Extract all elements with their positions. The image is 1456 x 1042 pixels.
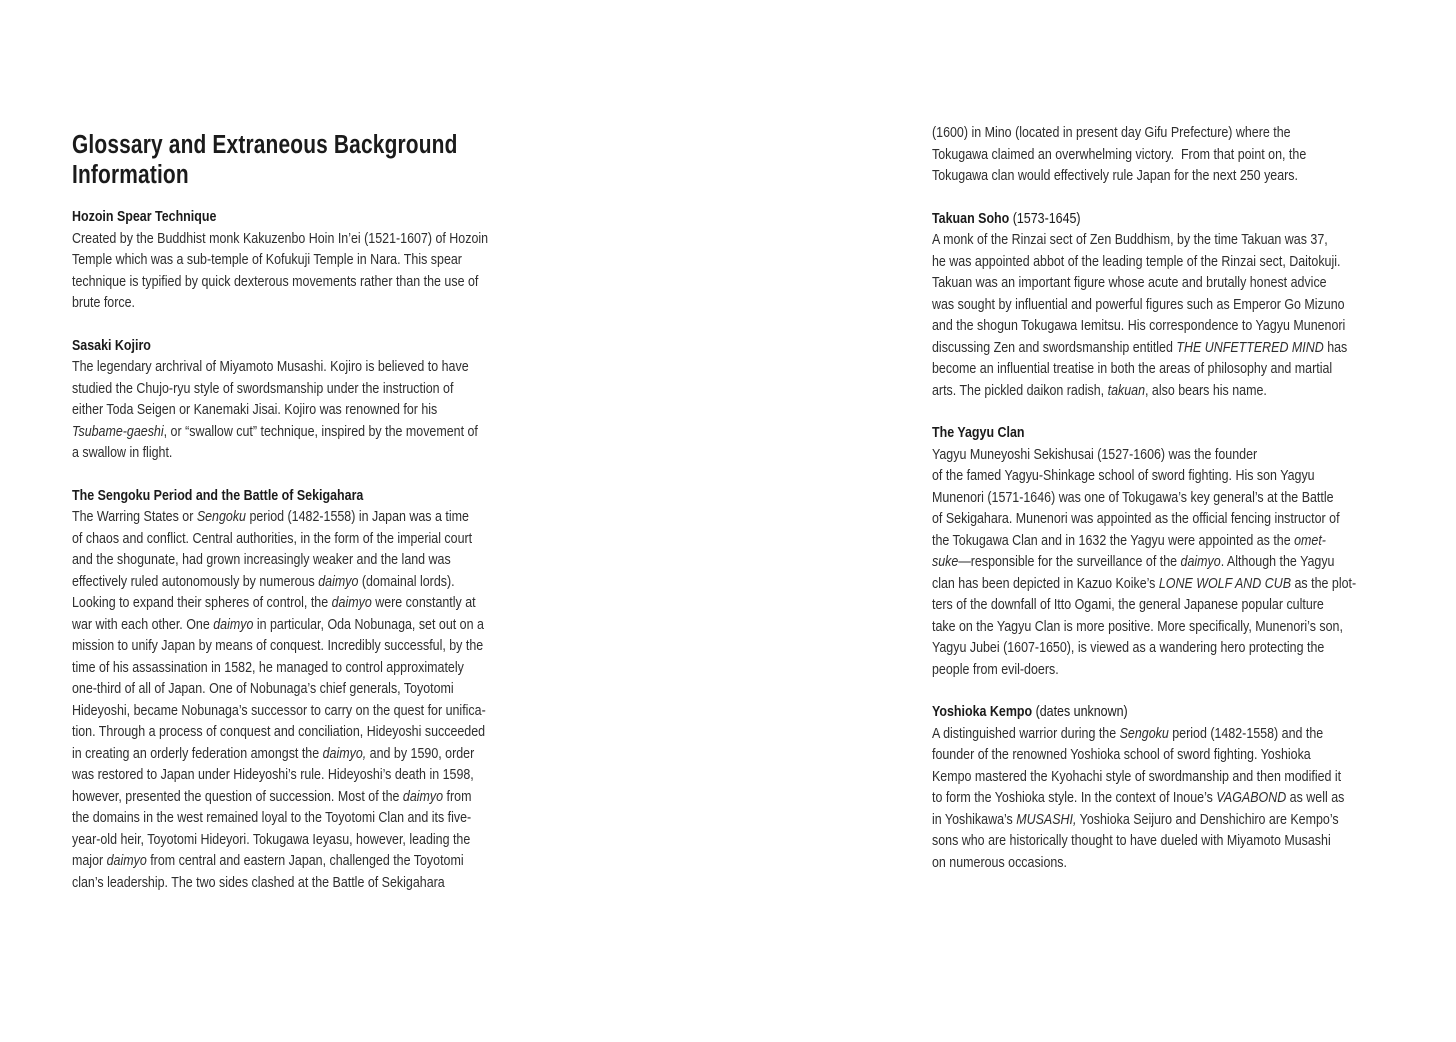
text-segment: Takuan Soho (932, 209, 1010, 227)
text-segment: as well as (1286, 789, 1345, 806)
text-segment: The Yagyu Clan (932, 424, 1025, 441)
entry-paragraph (932, 229, 1399, 401)
right-page (932, 122, 1399, 873)
text-segment: Yagyu Muneyoshi Sekishusai (1527-1606) was the founder (932, 445, 1258, 463)
text-line (932, 766, 1399, 788)
text-segment: Created by the Buddhist monk Kakuzenbo Hoin In’ei (1521-1607) of Hozoin (72, 229, 489, 247)
text-line (72, 271, 531, 293)
text-segment: a swallow in flight. (72, 444, 173, 461)
text-segment: period (1482-1558) in Japan was a time (245, 508, 469, 525)
text-segment: . Although the Yagyu (1220, 553, 1335, 570)
text-segment: in Yoshikawa’s (932, 810, 1017, 828)
text-segment: the Tokugawa Clan and in 1632 the Yagyu were appointed as the (932, 531, 1295, 549)
text-segment: clan’s leadership. The two sides clashed at the Battle of Sekigahara (72, 873, 445, 891)
text-segment: however, presented the question of succession. Most of the (72, 787, 403, 805)
text-segment: Kempo mastered the Kyohachi style of swordmanship and then modified it (932, 767, 1342, 785)
text-segment: studied the Chujo-ryu style of swordsmanship under the instruction of (72, 379, 454, 397)
text-segment: as the plot- (1291, 574, 1357, 592)
text-segment: , also bears his name. (1145, 381, 1267, 399)
text-line (932, 444, 1399, 466)
entry-heading (932, 208, 1399, 230)
text-line (932, 272, 1399, 294)
text-segment: become an influential treatise in both the areas of philosophy and martial (932, 360, 1333, 377)
text-line (72, 571, 531, 593)
text-segment: , or “swallow cut” technique, inspired by the movement of (163, 422, 478, 440)
text-segment: (1573-1645) (1009, 209, 1081, 227)
text-segment: technique is typified by quick dexterous movements rather than the use of (72, 272, 479, 290)
glossary-entry (932, 122, 1399, 187)
text-segment: daimyo (318, 572, 359, 590)
right-page-entries (932, 122, 1399, 873)
text-segment: one-third of all of Japan. One of Nobunaga’s chief generals, Toyotomi (72, 680, 454, 697)
entry-paragraph (72, 506, 531, 893)
text-line (72, 592, 531, 614)
glossary-entry (932, 208, 1399, 402)
text-segment: time of his assassination in 1582, he managed to control approximately (72, 658, 464, 676)
page-title (72, 130, 531, 190)
text-segment: Sengoku (1119, 724, 1169, 742)
text-segment: in particular, Oda Nobunaga, set out on a (253, 615, 484, 633)
text-line (72, 872, 531, 894)
text-line (932, 122, 1399, 144)
text-segment: Yagyu Jubei (1607-1650), is viewed as a wandering hero protecting the (932, 639, 1325, 656)
text-line (932, 487, 1399, 509)
text-segment: Sengoku (196, 508, 246, 525)
text-segment: either Toda Seigen or Kanemaki Jisai. Kojiro was renowned for his (72, 401, 438, 418)
text-segment: arts. The pickled daikon radish, (932, 381, 1108, 399)
text-line (932, 744, 1399, 766)
text-segment: has (1323, 338, 1348, 356)
text-line (72, 356, 531, 378)
text-line (72, 614, 531, 636)
text-line (932, 723, 1399, 745)
text-segment: Looking to expand their spheres of control, the (72, 594, 332, 611)
text-segment: daimyo (213, 615, 254, 633)
text-line (932, 852, 1399, 874)
text-segment: Hozoin Spear Technique (72, 208, 217, 225)
entry-heading (72, 335, 531, 357)
text-segment: year-old heir, Toyotomi Hideyori. Tokugawa Ieyasu, however, leading the (72, 830, 471, 848)
text-segment: Takuan was an important figure whose acute and brutally honest advice (932, 274, 1327, 291)
text-segment: Tokugawa clan would effectively rule Japan for the next 250 years. (932, 167, 1298, 184)
text-line (932, 659, 1399, 681)
text-segment: Tokugawa claimed an overwhelming victory. From that point on, the (932, 145, 1307, 163)
text-segment: MUSASHI, (1016, 810, 1077, 828)
text-line (932, 594, 1399, 616)
text-line (72, 786, 531, 808)
text-segment: was sought by influential and powerful figures such as Emperor Go Mizuno (932, 295, 1345, 313)
entry-heading (72, 206, 531, 228)
text-line (72, 657, 531, 679)
text-segment: sons who are historically thought to have dueled with Miyamoto Musashi (932, 832, 1331, 849)
glossary-entry (932, 701, 1399, 873)
entry-heading (72, 485, 531, 507)
text-segment: LONE WOLF AND CUB (1158, 574, 1292, 592)
text-segment: were constantly at (371, 594, 476, 611)
text-line (932, 530, 1399, 552)
text-line (932, 465, 1399, 487)
text-segment: (dates unknown) (1032, 703, 1128, 720)
text-line (932, 551, 1399, 573)
text-segment: A monk of the Rinzai sect of Zen Buddhism, by the time Takuan was 37, (932, 231, 1328, 248)
text-segment: Tsubame-gaeshi (72, 422, 164, 440)
text-segment: takuan (1107, 381, 1146, 399)
text-segment: major (72, 852, 107, 869)
text-line (72, 678, 531, 700)
text-line (72, 721, 531, 743)
text-segment: in creating an orderly federation amongst the (72, 744, 323, 762)
text-segment: daimyo (1180, 553, 1221, 570)
entry-paragraph (932, 122, 1399, 187)
text-segment: THE UNFETTERED MIND (1176, 338, 1324, 356)
text-segment: The Warring States or (72, 508, 197, 525)
page-title-line-1: Glossary and Extraneous Background (72, 131, 458, 159)
text-line (72, 743, 531, 765)
text-segment: Hideyoshi, became Nobunaga’s successor to carry on the quest for unifica- (72, 701, 486, 719)
text-segment: omet- (1294, 531, 1326, 549)
text-line (72, 442, 531, 464)
text-line (932, 637, 1399, 659)
text-segment: clan has been depicted in Kazuo Koike’s (932, 574, 1159, 592)
text-segment: VAGABOND (1216, 789, 1287, 806)
text-segment: Yoshioka Seijuro and Denshichiro are Kempo’s (1076, 810, 1339, 828)
text-segment: Sasaki Kojiro (72, 336, 151, 354)
text-segment: war with each other. One (72, 615, 214, 633)
text-segment: suke (932, 553, 959, 570)
text-segment: The Sengoku Period and the Battle of Sekigahara (72, 486, 364, 504)
text-segment: of the famed Yagyu-Shinkage school of sword fighting. His son Yagyu (932, 467, 1315, 484)
text-segment: was restored to Japan under Hideyoshi’s rule. Hideyoshi’s death in 1598, (72, 766, 474, 783)
text-segment: Yoshioka Kempo (932, 703, 1033, 720)
text-line (932, 830, 1399, 852)
entry-heading (932, 422, 1399, 444)
text-line (72, 764, 531, 786)
text-line (72, 528, 531, 550)
text-line (72, 549, 531, 571)
entry-paragraph (72, 356, 531, 464)
glossary-entry (72, 485, 531, 894)
text-segment: to form the Yoshioka style. In the context of Inoue’s (932, 789, 1217, 806)
text-segment: Temple which was a sub-temple of Kofukuji Temple in Nara. This spear (72, 251, 462, 268)
glossary-entry (932, 422, 1399, 680)
text-line (932, 229, 1399, 251)
text-segment: take on the Yagyu Clan is more positive. More specifically, Munenori’s son, (932, 617, 1343, 635)
text-line (932, 787, 1399, 809)
text-line (72, 829, 531, 851)
text-segment: daimyo (106, 852, 147, 869)
text-line (932, 616, 1399, 638)
text-line (932, 144, 1399, 166)
text-segment: the domains in the west remained loyal to the Toyotomi Clan and its five- (72, 809, 472, 826)
glossary-entry (72, 206, 531, 314)
text-segment: (1600) in Mino (located in present day Gifu Prefecture) where the (932, 124, 1291, 141)
text-line (72, 506, 531, 528)
text-line (72, 635, 531, 657)
text-segment: daimyo (331, 594, 372, 611)
text-line (72, 249, 531, 271)
text-line (932, 315, 1399, 337)
text-segment: daimyo (402, 787, 444, 805)
text-line (932, 573, 1399, 595)
text-segment: he was appointed abbot of the leading temple of the Rinzai sect, Daitokuji. (932, 252, 1341, 270)
left-page-entries (72, 206, 531, 893)
text-line (932, 508, 1399, 530)
page-title-line-2: Information (72, 161, 189, 189)
text-segment: and by 1590, order (366, 744, 475, 762)
text-segment: (domainal lords). (358, 572, 455, 590)
text-line (72, 399, 531, 421)
text-segment: The legendary archrival of Miyamoto Musashi. Kojiro is believed to have (72, 358, 469, 375)
text-segment: effectively ruled autonomously by numerous (72, 572, 319, 590)
glossary-entry (72, 335, 531, 464)
text-segment: from central and eastern Japan, challenged the Toyotomi (146, 852, 464, 869)
text-segment: on numerous occasions. (932, 853, 1067, 871)
text-segment: and the shogunate, had grown increasingly weaker and the land was (72, 551, 451, 568)
text-line (72, 700, 531, 722)
text-segment: people from evil-doers. (932, 660, 1059, 678)
text-segment: —responsible for the surveillance of the (958, 553, 1181, 570)
text-line (932, 294, 1399, 316)
text-line (72, 807, 531, 829)
text-segment: daimyo, (322, 744, 367, 762)
text-line (932, 337, 1399, 359)
entry-paragraph (932, 723, 1399, 874)
text-line (932, 380, 1399, 402)
text-line (72, 292, 531, 314)
text-segment: period (1482-1558) and the (1168, 724, 1324, 742)
text-segment: brute force. (72, 294, 135, 311)
text-line (72, 228, 531, 250)
text-segment: from (443, 787, 472, 805)
text-line (932, 165, 1399, 187)
text-segment: and the shogun Tokugawa Iemitsu. His correspondence to Yagyu Munenori (932, 317, 1346, 334)
text-segment: mission to unify Japan by means of conquest. Incredibly successful, by the (72, 637, 484, 654)
text-line (72, 378, 531, 400)
text-segment: discussing Zen and swordsmanship entitled (932, 338, 1177, 356)
text-line (72, 421, 531, 443)
text-line (932, 809, 1399, 831)
text-segment: of chaos and conflict. Central authorities, in the form of the imperial court (72, 529, 473, 547)
text-segment: tion. Through a process of conquest and conciliation, Hideyoshi succeeded (72, 723, 486, 740)
entry-paragraph (932, 444, 1399, 681)
text-segment: Munenori (1571-1646) was one of Tokugawa’s key general’s at the Battle (932, 488, 1334, 506)
entry-paragraph (72, 228, 531, 314)
text-line (72, 850, 531, 872)
text-segment: of Sekigahara. Munenori was appointed as the official fencing instructor of (932, 510, 1340, 527)
text-line (932, 358, 1399, 380)
text-line (932, 251, 1399, 273)
text-segment: ters of the downfall of Itto Ogami, the general Japanese popular culture (932, 596, 1324, 613)
text-segment: A distinguished warrior during the (932, 724, 1120, 742)
text-segment: founder of the renowned Yoshioka school of sword fighting. Yoshioka (932, 746, 1311, 763)
left-page (72, 130, 531, 893)
entry-heading (932, 701, 1399, 723)
